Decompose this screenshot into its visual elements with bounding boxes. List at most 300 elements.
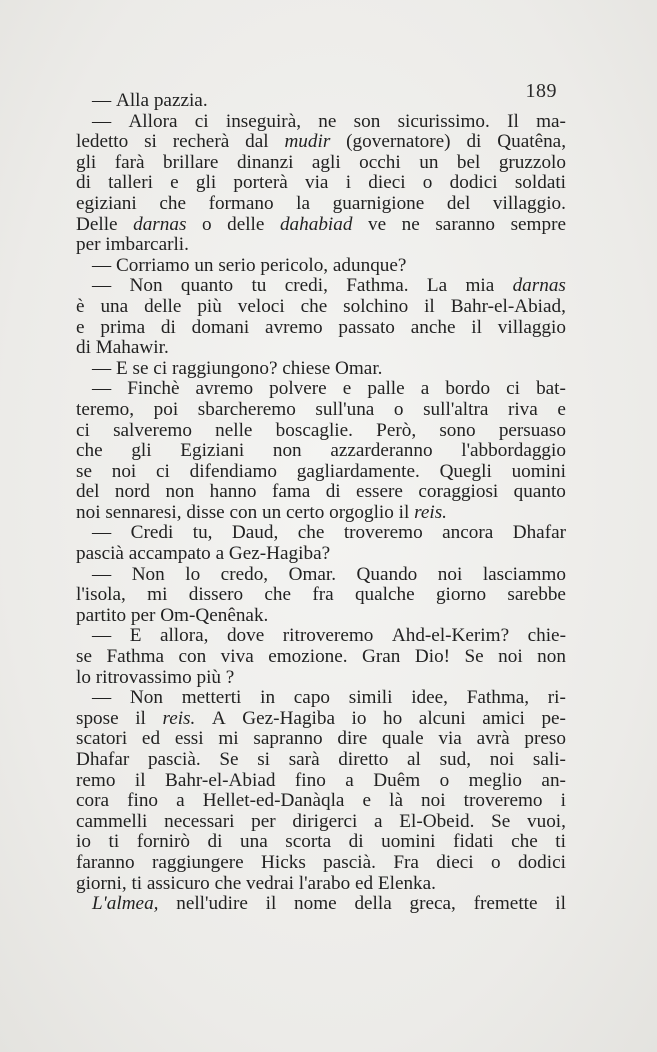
word: tu (251, 275, 267, 297)
word: brillare (163, 151, 219, 173)
word: io (76, 831, 91, 853)
word: La (426, 275, 448, 297)
word: qualche (354, 584, 415, 606)
word: mi (147, 584, 168, 606)
word: noi (111, 460, 137, 482)
text-line (76, 215, 566, 236)
word: che (159, 192, 186, 214)
word: Alla (115, 90, 150, 111)
text-line (76, 276, 566, 297)
word: che (300, 295, 328, 317)
word: a (374, 810, 383, 832)
word: Quegli (439, 460, 492, 482)
word: fremette (473, 893, 538, 915)
word: uomini (381, 831, 436, 853)
word: idee, (411, 687, 448, 709)
word: anche (410, 316, 456, 338)
word: ti (131, 872, 143, 894)
word: cammelli (76, 810, 148, 832)
word: il (398, 501, 410, 523)
word: Hicks (261, 851, 306, 873)
word: là (389, 790, 403, 812)
text-line (76, 729, 566, 750)
word: un (419, 151, 439, 173)
text-line (76, 626, 566, 647)
word: e (76, 316, 85, 338)
text-line (76, 462, 566, 483)
word: a (345, 769, 354, 791)
word: è (76, 295, 85, 317)
word: Non (131, 563, 165, 585)
word: azzarderanno (330, 440, 433, 462)
word: Gez-Hagiba (242, 707, 335, 729)
word: essere (356, 481, 403, 503)
word: dieci (436, 851, 474, 873)
word: adunque? (332, 254, 407, 276)
word: recherà (172, 131, 230, 153)
word: di (76, 337, 91, 359)
word: Il (507, 110, 519, 132)
word: e (170, 172, 179, 194)
word: e (342, 378, 352, 400)
word: nelle (215, 419, 253, 441)
word: Elenka. (377, 872, 436, 894)
word: avremo (265, 316, 323, 338)
word: prima (100, 316, 146, 338)
word: nell'udire (176, 893, 248, 915)
word: che (214, 872, 242, 894)
text-line (76, 91, 566, 112)
word: Dhafar (76, 749, 130, 770)
word: capo (293, 687, 331, 709)
word: — (92, 522, 112, 544)
word: per (251, 810, 276, 832)
word: — (92, 625, 112, 647)
word: via (305, 172, 329, 194)
word: ci (156, 460, 170, 482)
word: ritrovassimo (95, 666, 192, 688)
word: credi, (284, 275, 328, 297)
word: chie- (527, 625, 566, 647)
word: un (194, 254, 214, 276)
word: Fra (393, 851, 419, 873)
word: egiziani (76, 192, 137, 214)
word: ci (76, 419, 90, 441)
text-line (76, 853, 566, 874)
text-line (76, 503, 566, 524)
word: fama (271, 481, 311, 503)
word: remo (76, 769, 116, 791)
word: se (76, 460, 92, 482)
word: dirigerci (292, 810, 358, 832)
word: ho (383, 707, 403, 729)
word: sennaresi, (105, 501, 182, 523)
word: fidati (453, 831, 494, 853)
word: e (362, 790, 372, 812)
word: gli (76, 151, 97, 173)
word: i (345, 172, 352, 194)
word: dissero (188, 584, 244, 606)
word: più (196, 666, 221, 688)
word: Hellet-ed-Danàqla (202, 790, 345, 812)
word: fino (294, 769, 326, 791)
word: Egiziani (180, 440, 245, 462)
word: un (262, 501, 282, 523)
text-line (76, 606, 566, 627)
word: si (144, 131, 157, 153)
word: dire (337, 728, 368, 750)
text-line (76, 482, 566, 503)
word: raggiungono? (171, 357, 278, 379)
word: Credi (130, 522, 174, 544)
word: ed (354, 872, 374, 894)
word: Finchè (127, 378, 180, 400)
word: via (438, 728, 462, 750)
word: lo (185, 563, 201, 585)
word: di (466, 131, 482, 153)
word: noi (498, 646, 523, 668)
word: polvere (269, 378, 327, 400)
word: non (165, 481, 195, 503)
word: ritroveremo (282, 625, 374, 647)
word: Però, (376, 419, 417, 441)
word: sono (439, 419, 476, 441)
text-line (76, 379, 566, 400)
word: sull'altra (423, 398, 489, 420)
word: l'isola, (76, 584, 126, 606)
word: per (130, 604, 156, 626)
word: sarebbe (507, 584, 566, 606)
word: El-Obeid. (399, 810, 475, 832)
word: avrà (476, 728, 510, 750)
text-line (76, 523, 566, 544)
body-text (76, 91, 566, 915)
text-line (76, 565, 566, 586)
word: meglio (468, 769, 522, 791)
word: che (76, 440, 103, 462)
word: se (76, 646, 92, 668)
word: Om-Qenênak. (160, 604, 269, 626)
word: una (240, 831, 268, 853)
word: a (420, 378, 430, 400)
word: allora, (159, 625, 209, 647)
word: la (296, 192, 311, 214)
word: reis. (162, 707, 196, 729)
word: farà (114, 151, 145, 173)
word: passato (338, 316, 395, 338)
word: pazzia. (153, 90, 208, 111)
word: si (257, 749, 271, 770)
word: in (260, 687, 276, 709)
text-line (76, 153, 566, 174)
word: a (215, 543, 225, 565)
word: Non (129, 275, 163, 297)
word: villaggio (497, 316, 566, 338)
word: l'abbordaggio (461, 440, 566, 462)
word: guarnigione (332, 192, 425, 214)
word: pascià. (323, 851, 376, 873)
word: o (439, 769, 450, 791)
text-line (76, 874, 566, 895)
word: ne (318, 110, 337, 132)
word: greca, (409, 893, 456, 915)
word: il (555, 893, 566, 915)
word: essi (174, 728, 204, 750)
word: troveremo (463, 790, 543, 812)
word: sapranno (253, 728, 323, 750)
word: talleri (108, 172, 153, 194)
text-line (76, 544, 566, 565)
word: noi (76, 501, 101, 523)
text-line (76, 750, 566, 771)
text-line (76, 894, 566, 915)
text-line (76, 400, 566, 421)
word: Corriamo (115, 254, 190, 276)
word: del (76, 481, 100, 503)
word: noi (421, 790, 446, 812)
word: dinanzi (236, 151, 294, 173)
word: dieci (368, 172, 406, 194)
word: giorni, (76, 872, 127, 894)
word: giorno (435, 584, 487, 606)
text-line (76, 709, 566, 730)
word: o (201, 213, 212, 235)
word: del (446, 192, 471, 214)
word: o (422, 172, 433, 194)
word: soldati (514, 172, 566, 194)
word: lo (76, 666, 91, 688)
word: assicuro (146, 872, 210, 894)
text-line (76, 647, 566, 668)
word: partito (76, 604, 127, 626)
text-line (76, 832, 566, 853)
word: darnas (512, 275, 566, 297)
word: Quatêna, (497, 131, 566, 153)
word: — (92, 357, 112, 379)
word: veloci (237, 295, 285, 317)
word: avremo (195, 378, 254, 400)
word: — (92, 563, 112, 585)
text-line (76, 235, 566, 256)
text-line (76, 441, 566, 462)
word: fino (127, 790, 159, 812)
word: dal (245, 131, 269, 153)
word: quanto (180, 275, 234, 297)
word: poi (153, 398, 179, 420)
word: scorta (285, 831, 332, 853)
word: ledetto (76, 131, 129, 153)
word: ti (108, 831, 120, 853)
word: hanno (209, 481, 257, 503)
word: Fathma, (466, 687, 530, 709)
word: riva (507, 398, 538, 420)
word: — (92, 110, 112, 132)
word: alcuni (418, 707, 466, 729)
word: Daud, (231, 522, 279, 544)
word: Bahr-el-Abiad, (450, 295, 566, 317)
word: (governatore) (346, 131, 451, 153)
word: non (272, 440, 302, 462)
word: Gez-Hagiba? (228, 543, 331, 565)
word: sbarcheremo (197, 398, 296, 420)
word: il (424, 295, 435, 317)
word: — (92, 90, 112, 111)
word: an- (541, 769, 566, 791)
word: e (557, 398, 566, 420)
word: uomini (511, 460, 566, 482)
word: Gran (362, 646, 401, 668)
word: più (197, 295, 222, 317)
word: o (490, 851, 501, 873)
text-line (76, 297, 566, 318)
word: i (560, 790, 566, 812)
word: pe- (541, 707, 566, 729)
word: difendiamo (189, 460, 278, 482)
word: Omar. (335, 357, 383, 379)
word: gagliardamente. (296, 460, 420, 482)
text-line (76, 812, 566, 833)
word: ci (153, 357, 168, 379)
word: imbarcarli. (105, 234, 189, 256)
word: mia (465, 275, 495, 297)
word: sicurissimo. (397, 110, 490, 132)
word: spose (76, 707, 119, 729)
text-line (76, 791, 566, 812)
word: di (348, 831, 364, 853)
word: agli (311, 151, 341, 173)
word: pascià (76, 543, 124, 565)
word: di (76, 172, 91, 194)
word: che (297, 522, 325, 544)
word: vuoi, (527, 810, 566, 832)
word: Delle (76, 213, 118, 235)
word: il (471, 316, 482, 338)
word: serio (218, 254, 256, 276)
text-line (76, 688, 566, 709)
word: reis. (414, 501, 447, 523)
word: persuaso (498, 419, 566, 441)
word: lasciammo (482, 563, 566, 585)
word: cora (76, 790, 110, 812)
word: scatori (76, 728, 128, 750)
word: io (351, 707, 367, 729)
word: Dio! (414, 646, 451, 668)
word: Fathma (106, 646, 165, 668)
text-line (76, 421, 566, 442)
word: diretto (338, 749, 389, 770)
word: — (92, 254, 112, 276)
word: Fathma. (346, 275, 409, 297)
word: vedrai (246, 872, 294, 894)
word: metterti (181, 687, 242, 709)
word: salveremo (113, 419, 192, 441)
word: A (211, 707, 226, 729)
word: di (325, 481, 341, 503)
word: dahabiad (279, 213, 353, 235)
word: mi (218, 728, 239, 750)
word: occhi (359, 151, 401, 173)
text-line (76, 256, 566, 277)
word: E (129, 625, 142, 647)
word: faranno (76, 851, 135, 873)
word: ? (225, 666, 235, 688)
text-line (76, 112, 566, 133)
word: delle (227, 213, 265, 235)
word: domani (191, 316, 250, 338)
word: fornirò (136, 831, 190, 853)
word: porterà (233, 172, 288, 194)
word: bel (456, 151, 481, 173)
word: son (353, 110, 381, 132)
word: di (207, 831, 223, 853)
word: gruzzolo (498, 151, 566, 173)
word: formano (208, 192, 274, 214)
word: ma- (536, 110, 566, 132)
word: il (265, 893, 277, 915)
word: dodici (449, 172, 498, 194)
word: Allora (128, 110, 178, 132)
word: Non (129, 687, 163, 709)
word: ed (141, 728, 161, 750)
word: pericolo, (260, 254, 329, 276)
word: della (354, 893, 392, 915)
word: certo (286, 501, 325, 523)
word: noi (437, 563, 463, 585)
word: boscaglie. (275, 419, 353, 441)
word: dodici (517, 851, 566, 873)
word: l'arabo (298, 872, 351, 894)
word: Se (491, 810, 511, 832)
word: ne (401, 213, 420, 235)
word: per (76, 234, 101, 256)
word: Duêm (373, 769, 421, 791)
word: preso (524, 728, 566, 750)
word: nord (114, 481, 151, 503)
word: necessari (164, 810, 235, 832)
word: gli (131, 440, 152, 462)
word: al (407, 749, 421, 770)
word: sarà (288, 749, 320, 770)
word: — (92, 275, 112, 297)
word: Omar. (288, 563, 337, 585)
word: di (160, 316, 176, 338)
word: ci (194, 110, 209, 132)
word: darnas (133, 213, 187, 235)
word: pascià. (147, 749, 201, 770)
word: nome (294, 893, 337, 915)
word: coraggiosi (418, 481, 499, 503)
word: villaggio. (492, 192, 566, 214)
word: fra (312, 584, 334, 606)
text-line (76, 132, 566, 153)
word: sempre (510, 213, 566, 235)
word: quale (382, 728, 424, 750)
word: sali- (532, 749, 566, 770)
text-line (76, 173, 566, 194)
word: saranno (435, 213, 496, 235)
word: ri- (547, 687, 566, 709)
word: delle (144, 295, 182, 317)
word: Bahr-el-Abiad (165, 769, 276, 791)
word: il (135, 707, 146, 729)
word: simili (348, 687, 393, 709)
word: Ahd-el-Kerim? (391, 625, 510, 647)
word: il (134, 769, 146, 791)
word: solchino (343, 295, 409, 317)
word: orgoglio (329, 501, 394, 523)
word: ci (506, 378, 520, 400)
page-number: 189 (525, 80, 557, 102)
